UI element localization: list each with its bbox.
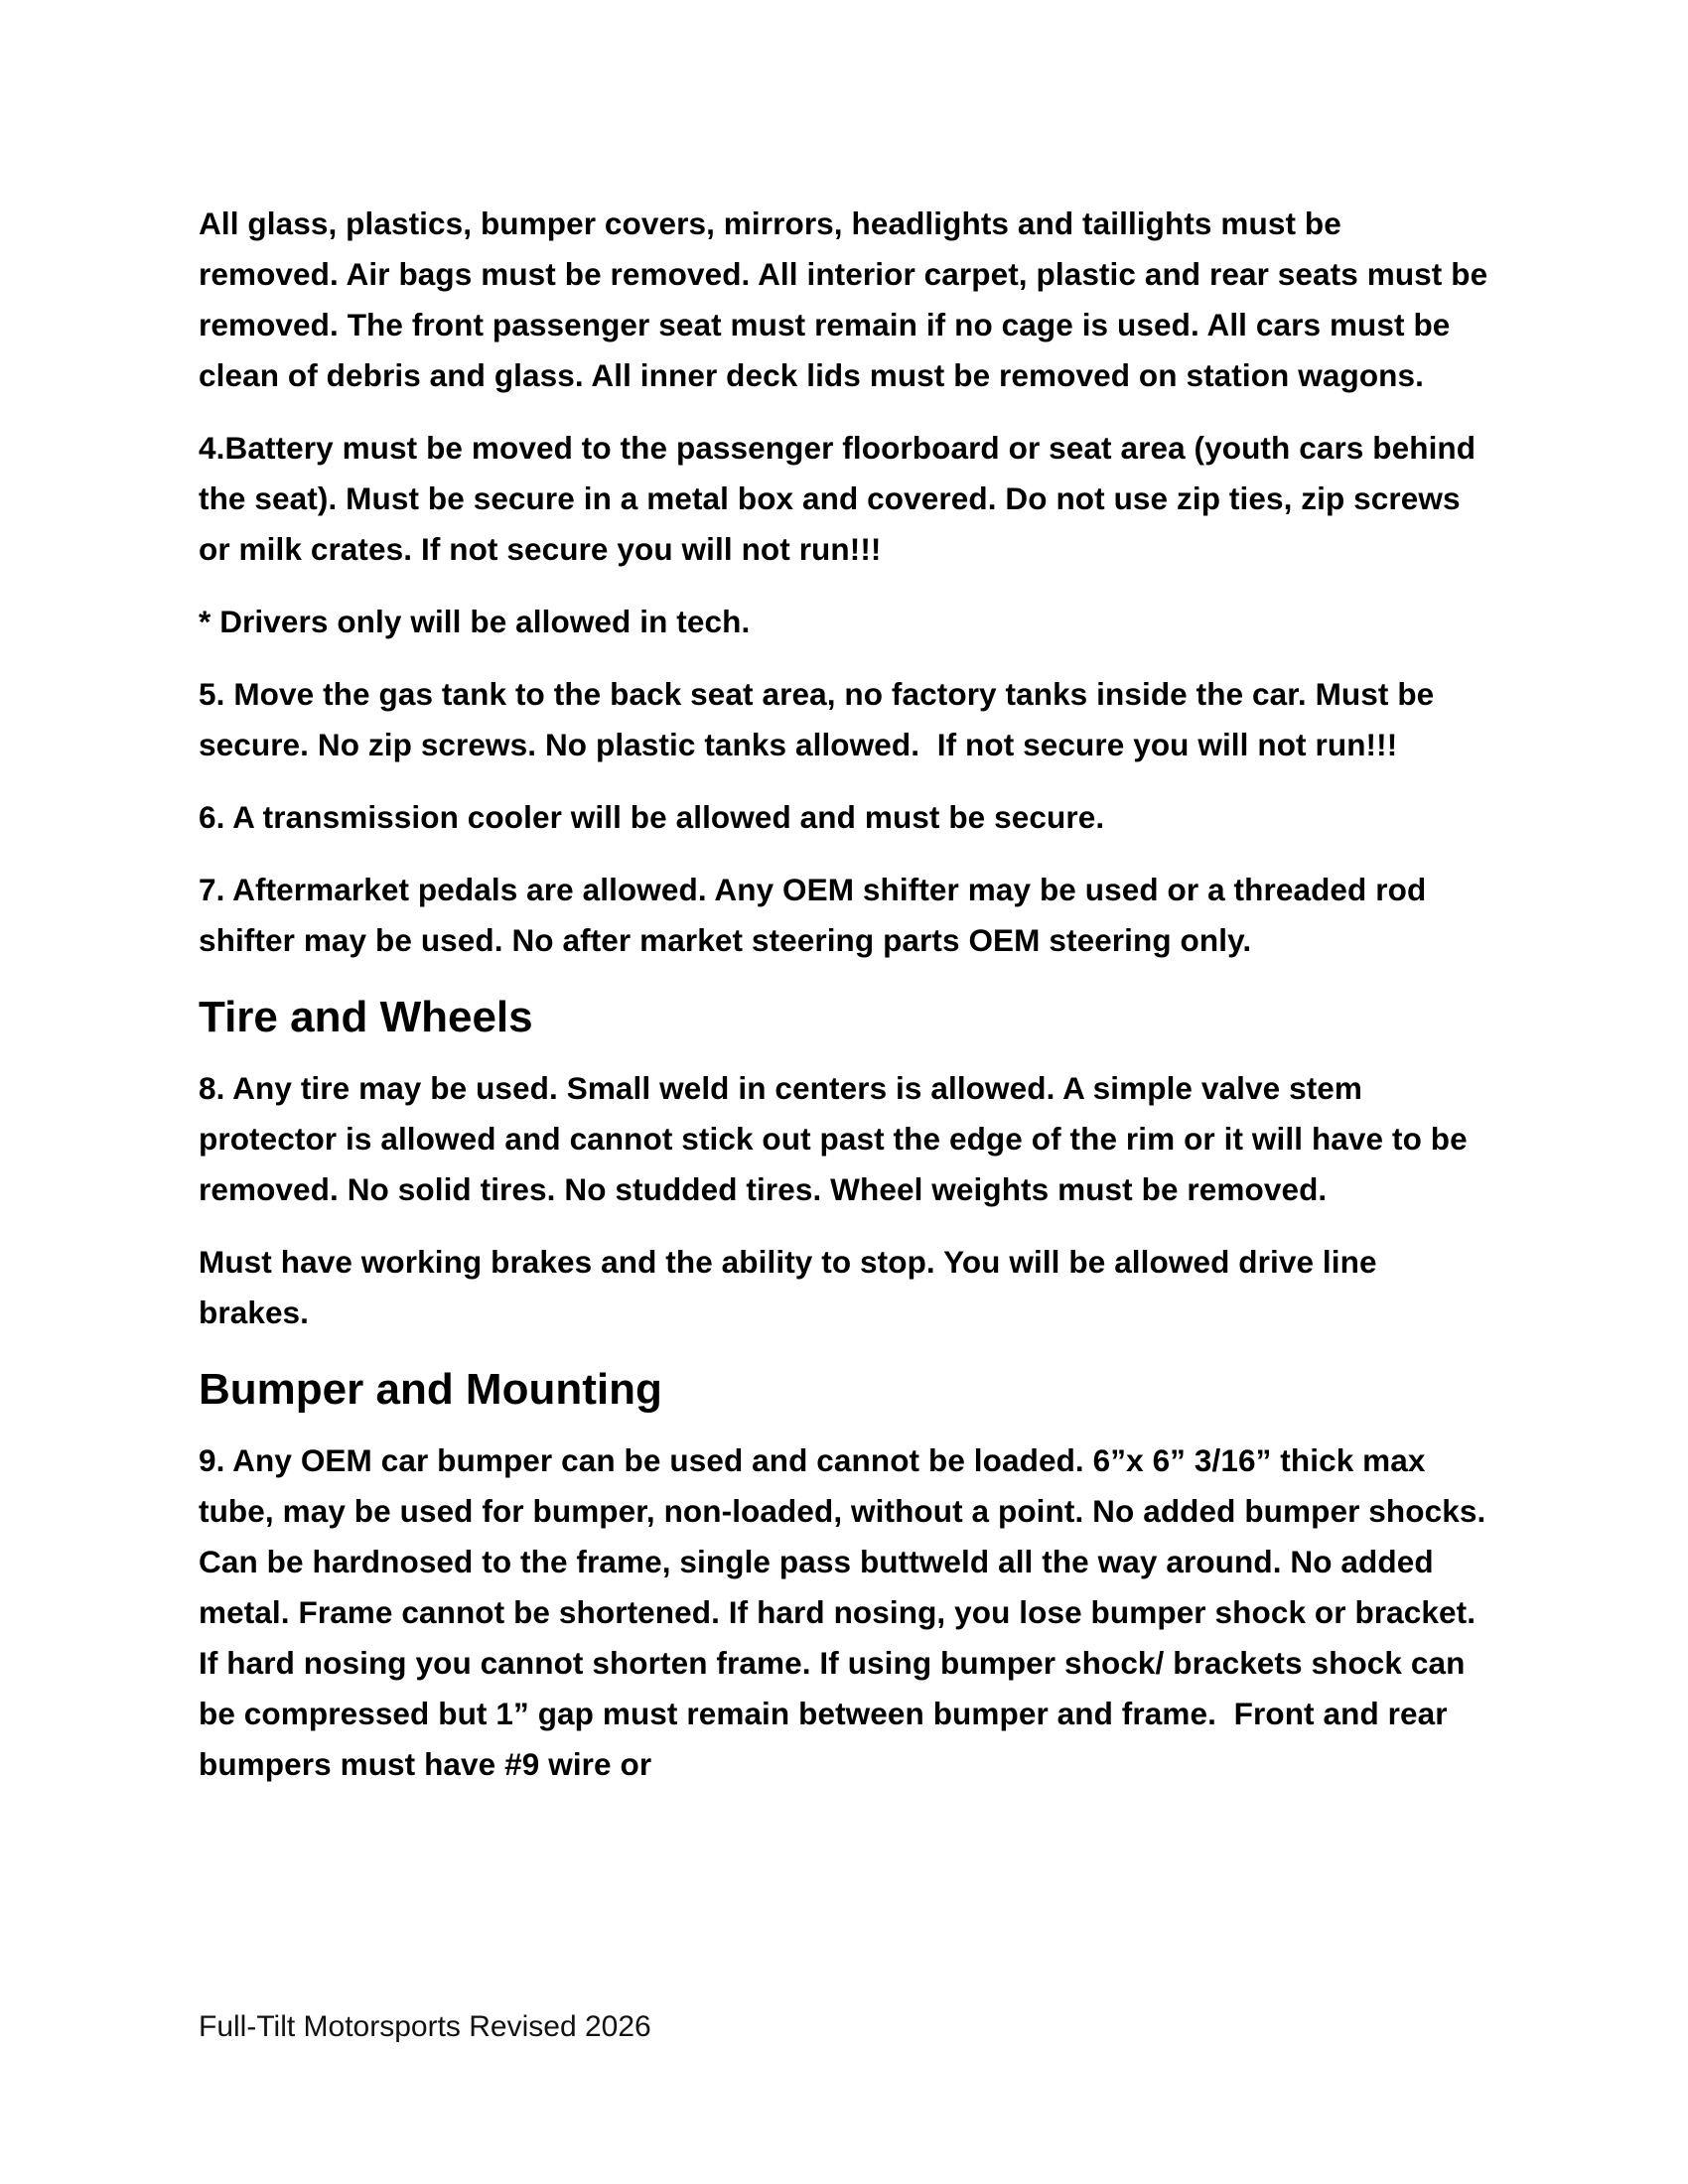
paragraph-rule-8-tires: 8. Any tire may be used. Small weld in centers is allowed. A simple valve stem protector is allowed and cannot stick out past the edge of the rim or it will have to be removed. No solid tires. No studded tires. Wheel weights must be removed.	[199, 1070, 1477, 1207]
paragraph-glass-removal: All glass, plastics, bumper covers, mirrors, headlights and taillights must be removed. Air bags must be removed. All interior carpet, plastic and rear seats must be removed. The front passenger seat must remain if no cage is used. All cars must be clean of debris and glass. All inner deck lids must be removed on station wagons.	[199, 205, 1497, 393]
paragraph-rule-6-transmission-cooler: 6. A transmission cooler will be allowed and must be secure.	[199, 799, 1105, 835]
paragraph-rule-4-battery: 4.Battery must be moved to the passenger floorboard or seat area (youth cars behind the seat). Must be secure in a metal box and covered. Do not use zip ties, zip screws or milk crates. If not secure you will not run!!!	[199, 430, 1484, 567]
page-footer: Full-Tilt Motorsports Revised 2026	[199, 2010, 651, 2043]
paragraph-drivers-only-tech: * Drivers only will be allowed in tech.	[199, 604, 751, 639]
heading-tire-and-wheels: Tire and Wheels	[199, 993, 533, 1041]
paragraph-brakes: Must have working brakes and the ability to stop. You will be allowed drive line brakes.	[199, 1244, 1386, 1330]
paragraph-rule-9-bumper: 9. Any OEM car bumper can be used and cannot be loaded. 6”x 6” 3/16” thick max tube, may be used for bumper, non-loaded, without a point. No added bumper shocks. Can be hardnosed to the frame, single pass buttweld all the way around. No added metal. Frame cannot be shortened. If hard nosing, you lose bumper shock or bracket. If hard nosing you cannot shorten frame. If using bumper shock/ brackets shock can be compressed but 1” gap must remain between bumper and frame. Front and rear bumpers must have #9 wire or	[199, 1442, 1495, 1782]
document-body	[199, 199, 1497, 1812]
heading-bumper-and-mounting: Bumper and Mounting	[199, 1365, 662, 1414]
paragraph-rule-7-pedals-shifter: 7. Aftermarket pedals are allowed. Any OEM shifter may be used or a threaded rod shifter may be used. No after market steering parts OEM steering only.	[199, 872, 1436, 958]
paragraph-rule-5-gas-tank: 5. Move the gas tank to the back seat area, no factory tanks inside the car. Must be secure. No zip screws. No plastic tanks allowed. If not secure you will not run!!!	[199, 676, 1444, 762]
